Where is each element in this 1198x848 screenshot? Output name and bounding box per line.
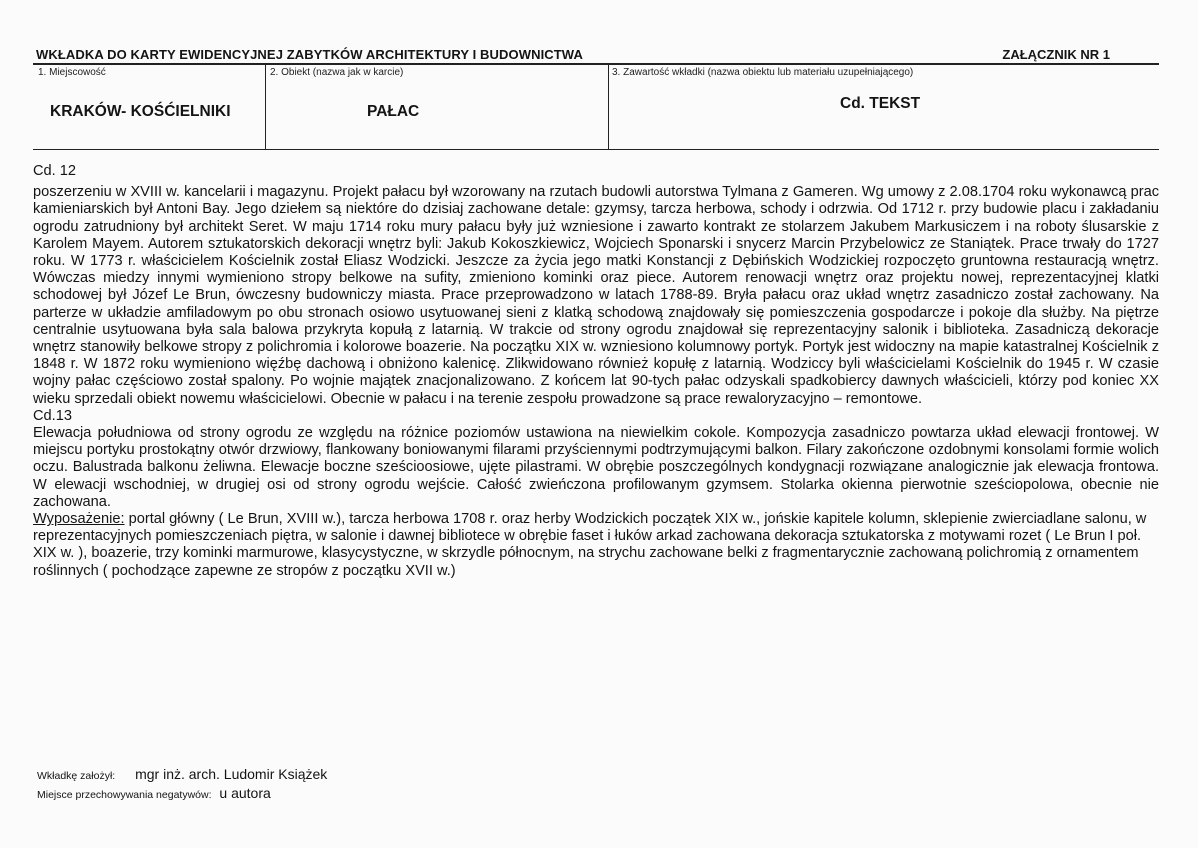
header-bottom-rule [33, 149, 1159, 150]
content-label: 3. Zawartość wkładki (nazwa obiektu lub materiału uzupełniającego) [612, 67, 914, 78]
object-label: 2. Obiekt (nazwa jak w karcie) [270, 67, 404, 78]
annex-number: ZAŁĄCZNIK NR 1 [1002, 47, 1110, 62]
body-text [33, 163, 1159, 580]
locality-label: 1. Miejscowość [38, 67, 106, 78]
document-title: WKŁADKA DO KARTY EWIDENCYJNEJ ZABYTKÓW ARCHITEKTURY I BUDOWNICTWA [36, 47, 583, 62]
header-divider-1 [265, 63, 266, 149]
object-value: PAŁAC [367, 103, 420, 120]
content-value: Cd. TEKST [840, 95, 921, 112]
author-label: Wkładkę założył: [37, 770, 116, 782]
storage-label: Miejsce przechowywania negatywów: [37, 789, 212, 801]
author-value: mgr inż. arch. Ludomir Książek [135, 766, 328, 782]
equipment-label: Wyposażenie: [33, 511, 125, 528]
section-12-text: poszerzeniu w XVIII w. kancelarii i magazynu. Projekt pałacu był wzorowany na rzutach budowli autorstwa Tylmana z Gameren. Wg umowy z 2.08.1704 roku wykonawcą prac kamieniarskich był Antoni Bay. Jego dziełem są niektóre do dzisiaj zachowane detale: gzymsy, tarcza herbowa, schody i odrzwia. Od 1712 r. przy budowie placu i zakładaniu ogrodu zatrudniony był architekt Seret. W maju 1714 roku mury pałacu były już wzniesione i zawarto kontrakt ze stolarzem Jakubem Markusiczem i na roboty ślusarskie z Karolem Mayem. Autorem sztukatorskich dekoracji wnętrz byli: Jakub Kokoszkiewicz, Wojciech Sponarski i snycerz Marcin Przybelowicz ze Staniątek. Prace trwały do 1727 roku. W 1773 r. właścicielem Kościelnik został Eliasz Wodzicki. Jeszcze za życia jego matki Konstancji z Dębińskich Wodzickiej rozpoczęto gruntowna restauracją wnętrz. Wówczas miedzy innymi wymieniono stropy belkowe na sufity, zmieniono kominki oraz piece. Autorem renowacji wnętrz oraz projektu nowej, reprezentacyjnej klatki schodowej był Józef Le Brun, ówczesny budowniczy miasta. Prace przeprowadzono w latach 1788-89. Bryła pałacu oraz układ wnętrz zasadniczo został zachowany. Na parterze w układzie amfiladowym po obu stronach osiowo usytuowanej sieni z klatką schodową znajdowały się pomieszczenia gospodarcze i pokoje dla służby. Na piętrze centralnie usytuowana była sala balowa przykryta kopułą z latarnią. W trakcie od strony ogrodu znajdował się reprezentacyjny salonik i biblioteka. Zasadniczą dekoracje wnętrz stanowiły belkowe stropy z polichromia i kolorowe boazerie. Na początku XIX w. wzniesiono kolumnowy portyk. Portyk jest widoczny na mapie katastralnej Kościelnik z 1848 r. W 1872 roku wymieniono więźbę dachową i obniżono kalenicę. Zlikwidowano również kopułę z latarnią. Wodziccy byli właścicielami Kościelnik do 1945 r. W czasie wojny pałac częściowo został spalony. Po wojnie majątek znacjonalizowano. Z końcem lat 90-tych pałac odzyskali spadkobiercy dawnych właścicieli, którzy pod koniec XX wieku sprzedali obiekt nowemu właścicielowi. Obecnie w pałacu i na terenie zespołu prowadzone są prace rewaloryzacyjno – remontowe. [33, 184, 1159, 407]
author-line [37, 766, 327, 782]
section-13-text: Elewacja południowa od strony ogrodu ze względu na różnice poziomów ustawiona na niewielkim cokole. Kompozycja zasadniczo powtarza układ elewacji frontowej. W miejscu portyku prostokątny otwór drzwiowy, flankowany boniowanymi filarami przyściennymi podtrzymującymi balkon. Filary zakończone ozdobnymi konsolami formie wolich oczu. Balustrada balkonu żeliwna. Elewacje boczne sześcioosiowe, ujęte pilastrami. W obrębie poszczególnych kondygnacji rozwiązane analogicznie jak elewacja frontowa. W elewacji wschodniej, w drugiej osi od strony ogrodu wejście. Całość zwieńczona profilowanym gzymsem. Stolarka okienna pierwotnie sześciopolowa, obecnie nie zachowana. [33, 425, 1159, 510]
section-13-label: Cd.13 [33, 407, 72, 424]
header-top-rule [33, 63, 1159, 65]
section-12-label: Cd. 12 [33, 163, 76, 179]
header-divider-2 [608, 63, 609, 149]
storage-value: u autora [219, 785, 271, 801]
storage-line [37, 785, 271, 801]
locality-value: KRAKÓW- KOŚĆIELNIKI [50, 103, 231, 120]
equipment-text: portal główny ( Le Brun, XVIII w.), tarcza herbowa 1708 r. oraz herby Wodzickich początek XIX w., jońskie kapitele kolumn, sklepienie zwierciadlane salonu, w reprezentacyjnych pomieszczeniach piętra, w salonie i dawnej bibliotece w obrębie faset i łuków arkad zachowana dekoracja sztukatorska z motywami rozet ( Le Brun I poł. XIX w. ), boazerie, trzy kominki marmurowe, klasycystyczne, w skrzydle północnym, na strychu zachowane belki z fragmentarycznie zachowaną polichromią z ornamentem roślinnych ( pochodzące zapewne ze stropów z początku XVII w.) [33, 511, 1147, 579]
equipment-paragraph [33, 511, 1159, 580]
